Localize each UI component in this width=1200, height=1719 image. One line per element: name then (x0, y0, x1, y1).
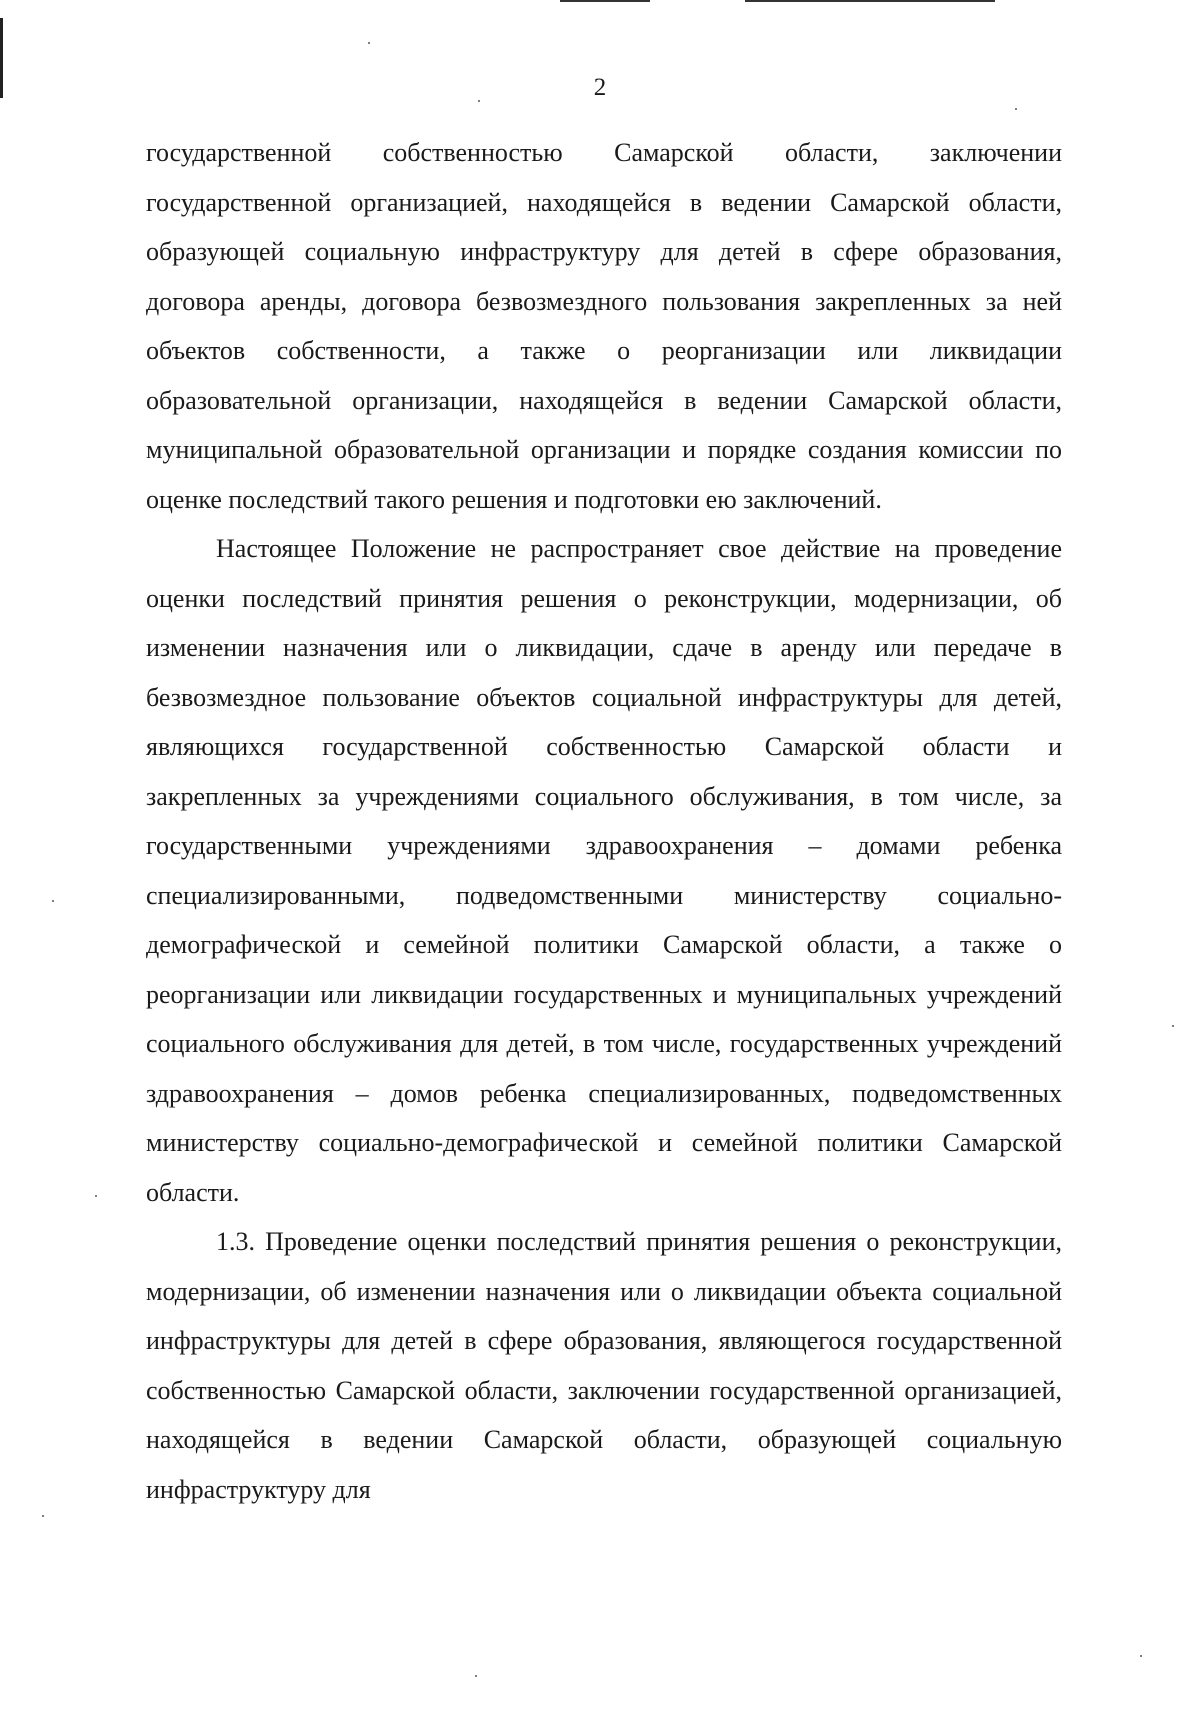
scan-top-line (745, 0, 995, 2)
scan-speck (42, 1515, 44, 1517)
scan-speck (1140, 1655, 1142, 1657)
paragraph-continuation: государственной собственностью Самарской области, заключении государственной организацией, находящейся в ведении Самарской области, образующей социальную инфраструктуру для детей в сфере образования, договора аренды, договора безвозмездного пользования закрепленных за ней объектов собственности, а также о реорганизации или ликвидации образовательной организации, находящейся в ведении Самарской области, муниципальной образовательной организации и порядке создания комиссии по оценке последствий такого решения и подготовки ею заключений. (146, 138, 1062, 514)
document-body (146, 128, 1062, 1514)
scan-speck (368, 42, 370, 44)
page-number: 2 (593, 74, 607, 101)
paragraph-clause-1-3: 1.3. Проведение оценки последствий принятия решения о реконструкции, модернизации, об изменении назначения или о ликвидации объекта социальной инфраструктуры для детей в сфере образования, являющегося государственной собственностью Самарской области, заключении государственной организацией, находящейся в ведении Самарской области, образующей социальную инфраструктуру для (146, 1227, 1062, 1504)
scan-speck (478, 100, 480, 102)
scan-speck (1172, 1025, 1174, 1027)
scan-speck (1015, 108, 1017, 110)
scan-top-line (560, 0, 650, 2)
scan-speck (95, 1195, 97, 1197)
scan-speck (52, 900, 54, 902)
paragraph-scope-exclusion: Настоящее Положение не распространяет свое действие на проведение оценки последствий принятия решения о реконструкции, модернизации, об изменении назначения или о ликвидации, сдаче в аренду или передаче в безвозмездное пользование объектов социальной инфраструктуры для детей, являющихся государственной собственностью Самарской области и закрепленных за учреждениями социального обслуживания, в том числе, за государственными учреждениями здравоохранения – домами ребенка специализированными, подведомственными министерству социально-демографической и семейной политики Самарской области, а также о реорганизации или ликвидации государственных и муниципальных учреждений социального обслуживания для детей, в том числе, государственных учреждений здравоохранения – домов ребенка специализированных, подведомственных министерству социально-демографической и семейной политики Самарской области. (146, 534, 1062, 1207)
scan-speck (475, 1675, 477, 1677)
